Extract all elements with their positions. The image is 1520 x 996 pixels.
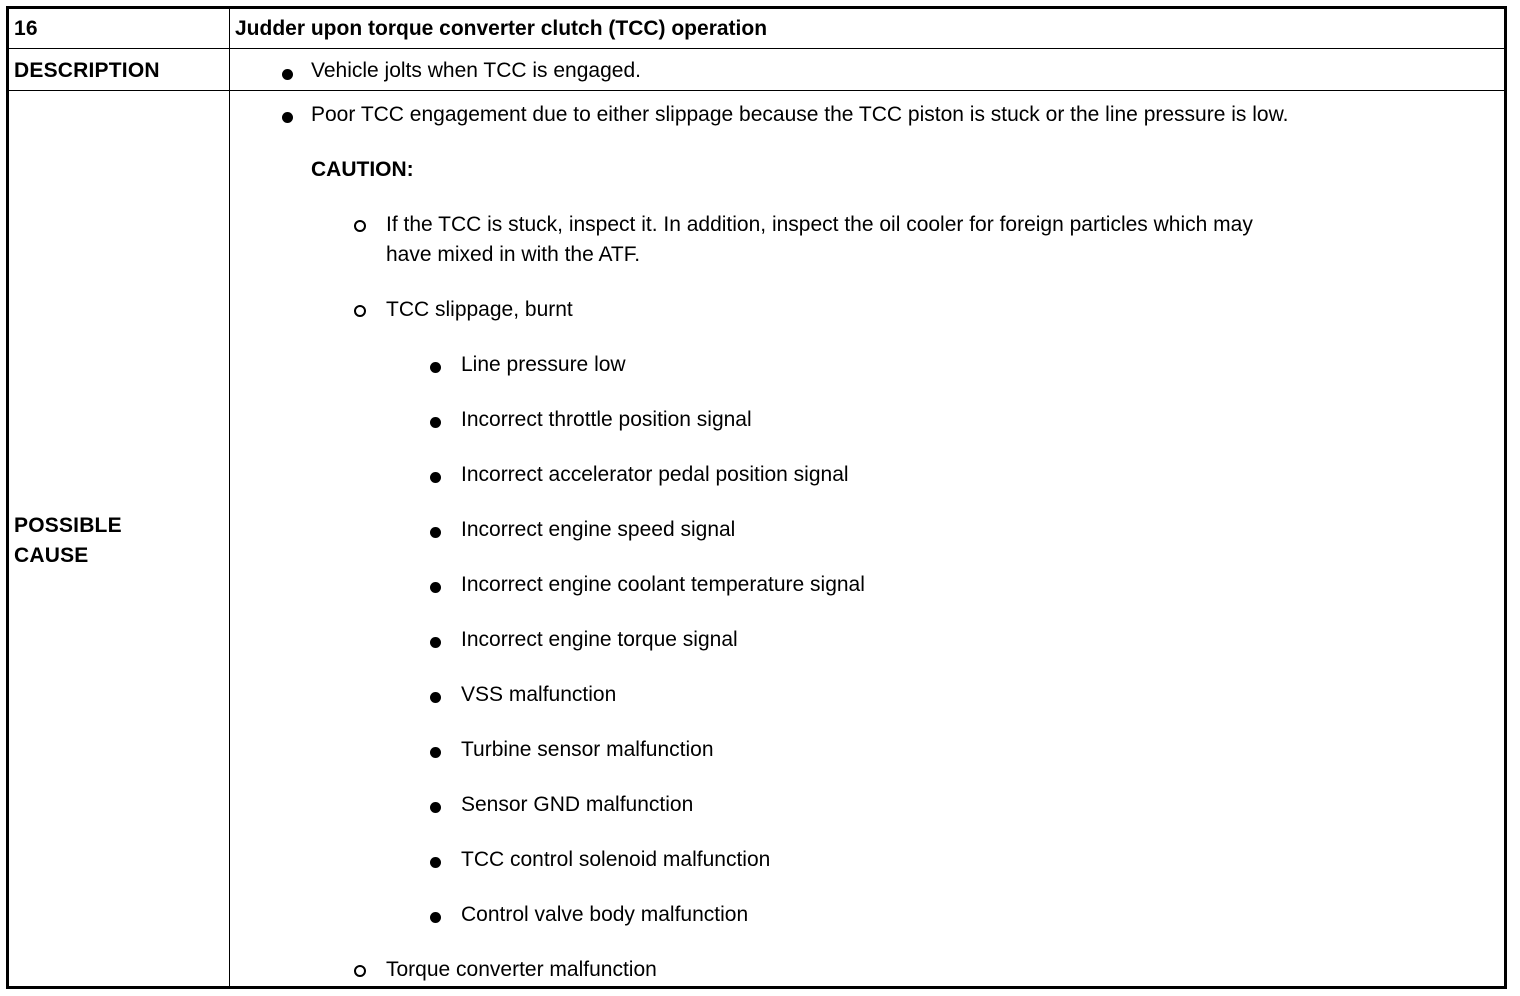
sub-item: Incorrect engine torque signal	[461, 628, 738, 651]
bullet-icon	[430, 417, 441, 428]
description-label: DESCRIPTION	[14, 59, 160, 82]
bullet-icon	[282, 69, 293, 80]
bullet-icon	[430, 857, 441, 868]
possible-cause-label-line1: POSSIBLE	[14, 514, 122, 537]
sub-item: Control valve body malfunction	[461, 903, 749, 926]
sub-item: Line pressure low	[461, 353, 626, 376]
sub-item: Incorrect engine speed signal	[461, 518, 736, 541]
bullet-icon	[430, 472, 441, 483]
ring-bullet-icon	[354, 305, 366, 317]
sub-item: TCC control solenoid malfunction	[461, 848, 771, 871]
ring-bullet-icon	[354, 965, 366, 977]
bullet-icon	[430, 912, 441, 923]
sub-item: Incorrect engine coolant temperature signal	[461, 573, 865, 596]
sub-item: Sensor GND malfunction	[461, 793, 694, 816]
ring-bullet-icon	[354, 220, 366, 232]
diagnosis-table	[6, 6, 1507, 989]
sub-item: Incorrect throttle position signal	[461, 408, 752, 431]
header-row	[9, 9, 1504, 49]
caution-item-line: have mixed in with the ATF.	[386, 243, 641, 266]
symptom-title: Judder upon torque converter clutch (TCC) operation	[235, 17, 768, 40]
bullet-icon	[430, 527, 441, 538]
possible-cause-label-line2: CAUSE	[14, 544, 89, 567]
possible-cause-row	[9, 91, 1504, 986]
caution-item-line: If the TCC is stuck, inspect it. In addition, inspect the oil cooler for foreign particles which may	[386, 213, 1253, 236]
sub-item: VSS malfunction	[461, 683, 617, 706]
sub-item: Turbine sensor malfunction	[461, 738, 714, 761]
bullet-icon	[430, 362, 441, 373]
bullet-icon	[430, 637, 441, 648]
caution-heading: CAUTION:	[311, 158, 414, 181]
bullet-icon	[430, 747, 441, 758]
bullet-icon	[430, 802, 441, 813]
item-number: 16	[14, 17, 38, 40]
caution-item: Torque converter malfunction	[386, 958, 657, 981]
description-row	[9, 49, 1504, 91]
possible-cause-main: Poor TCC engagement due to either slippage because the TCC piston is stuck or the line pressure is low.	[311, 103, 1289, 126]
bullet-icon	[430, 692, 441, 703]
sub-item: Incorrect accelerator pedal position signal	[461, 463, 849, 486]
caution-item: TCC slippage, burnt	[386, 298, 573, 321]
bullet-icon	[282, 112, 293, 123]
description-text: Vehicle jolts when TCC is engaged.	[311, 59, 641, 82]
bullet-icon	[430, 582, 441, 593]
